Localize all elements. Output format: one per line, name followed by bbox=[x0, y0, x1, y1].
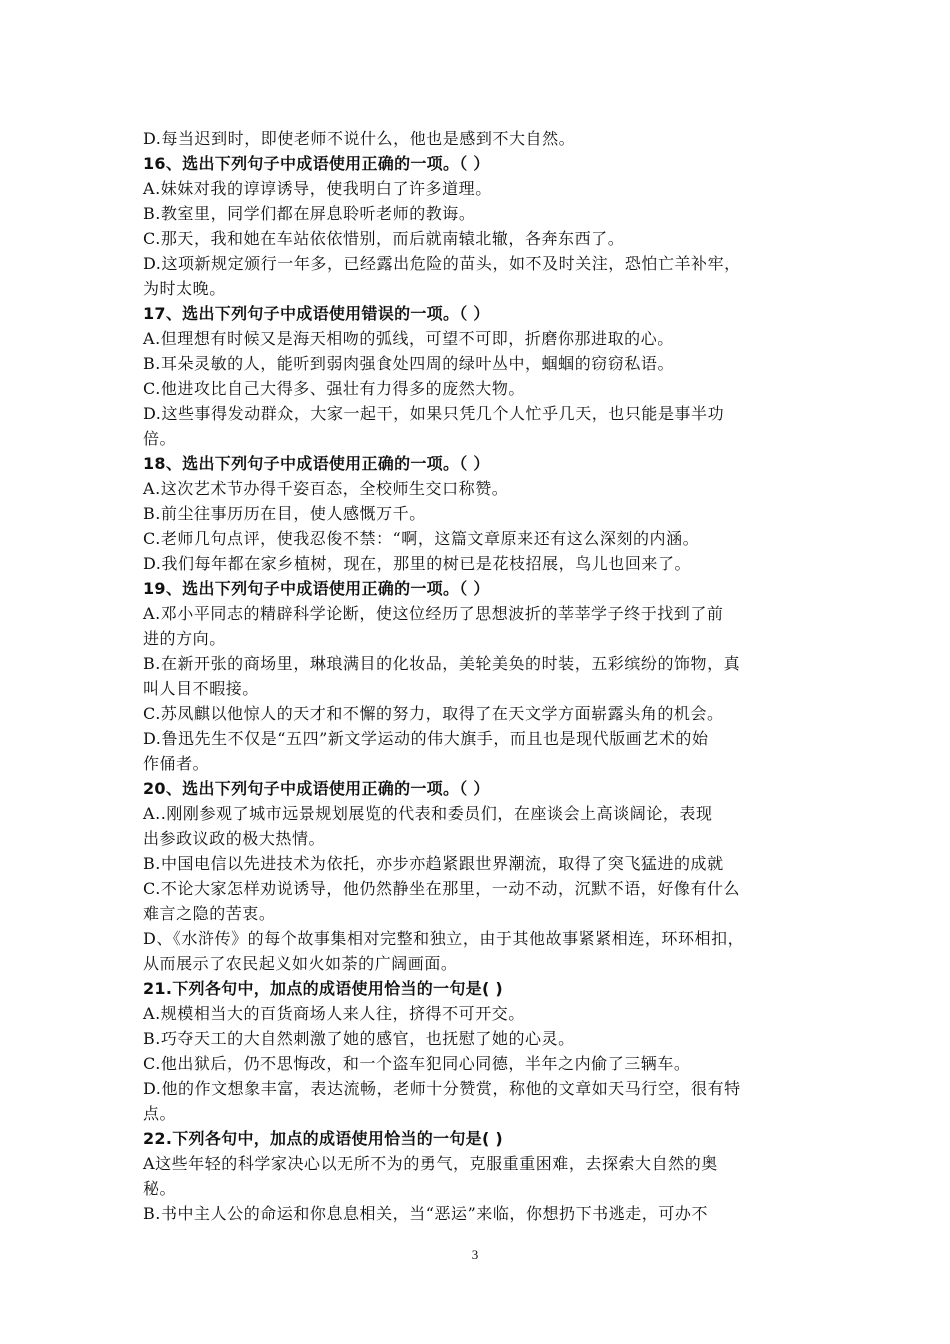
text-line: B.在新开张的商场里，琳琅满目的化妆品，美轮美奂的时装，五彩缤纷的饰物，真 bbox=[143, 654, 741, 673]
text-line: B.耳朵灵敏的人，能听到弱肉强食处四周的绿叶丛中，蝈蝈的窃窃私语。 bbox=[143, 354, 674, 373]
text-line: C.不论大家怎样劝说诱导，他仍然静坐在那里，一动不动，沉默不语，好像有什么 bbox=[143, 879, 741, 898]
text-line: 点。 bbox=[143, 1104, 177, 1123]
question-heading: 22.下列各句中，加点的成语使用恰当的一句是( ) bbox=[143, 1129, 504, 1148]
text-line: 作俑者。 bbox=[143, 754, 210, 773]
text-line: D.每当迟到时，即使老师不说什么，他也是感到不大自然。 bbox=[143, 129, 576, 148]
question-heading: 18、选出下列句子中成语使用正确的一项。（ ） bbox=[143, 454, 490, 473]
text-line: 难言之隐的苦衷。 bbox=[143, 904, 276, 923]
text-line: D.这些事得发动群众，大家一起干，如果只凭几个人忙乎几天，也只能是事半功 bbox=[143, 404, 725, 423]
text-line: A这些年轻的科学家决心以无所不为的勇气，克服重重困难，去探索大自然的奥 bbox=[143, 1154, 718, 1173]
question-heading: 21.下列各句中，加点的成语使用恰当的一句是( ) bbox=[143, 979, 504, 998]
text-line: 为时太晚。 bbox=[143, 279, 226, 298]
text-line: A.邓小平同志的精辟科学论断，使这位经历了思想波折的莘莘学子终于找到了前 bbox=[143, 604, 724, 623]
text-line: B.巧夺天工的大自然刺激了她的感官，也抚慰了她的心灵。 bbox=[143, 1029, 575, 1048]
text-line: A.规模相当大的百货商场人来人往，挤得不可开交。 bbox=[143, 1004, 525, 1023]
text-line: C.苏凤麒以他惊人的天才和不懈的努力，取得了在天文学方面崭露头角的机会。 bbox=[143, 704, 724, 723]
text-line: C.他进攻比自己大得多、强壮有力得多的庞然大物。 bbox=[143, 379, 525, 398]
text-line: 叫人目不暇接。 bbox=[143, 679, 259, 698]
text-line: 从而展示了农民起义如火如荼的广阔画面。 bbox=[143, 954, 458, 973]
text-line: B.前尘往事历历在目，使人感慨万千。 bbox=[143, 504, 426, 523]
question-heading: 19、选出下列句子中成语使用正确的一项。（ ） bbox=[143, 579, 490, 598]
text-line: C.老师几句点评，使我忍俊不禁：“啊，这篇文章原来还有这么深刻的内涵。 bbox=[143, 529, 700, 548]
text-line: D.我们每年都在家乡植树，现在，那里的树已是花枝招展，鸟儿也回来了。 bbox=[143, 554, 692, 573]
text-line: A..刚刚参观了城市远景规划展览的代表和委员们，在座谈会上高谈阔论，表现 bbox=[143, 804, 713, 823]
document-body bbox=[143, 126, 809, 1226]
text-line: B.教室里，同学们都在屏息聆听老师的教诲。 bbox=[143, 204, 476, 223]
text-line: 进的方向。 bbox=[143, 629, 226, 648]
text-line: D、《水浒传》的每个故事集相对完整和独立，由于其他故事紧紧相连，环环相扣， bbox=[143, 929, 745, 948]
text-line: 秘。 bbox=[143, 1179, 177, 1198]
text-line: A.但理想有时候又是海天相吻的弧线，可望不可即，折磨你那进取的心。 bbox=[143, 329, 674, 348]
text-line: B.书中主人公的命运和你息息相关，当“恶运”来临，你想扔下书逃走，可办不 bbox=[143, 1204, 709, 1223]
text-line: D.鲁迅先生不仅是“五四”新文学运动的伟大旗手，而且也是现代版画艺术的始 bbox=[143, 729, 709, 748]
text-line: 出参政议政的极大热情。 bbox=[143, 829, 326, 848]
text-line: C.他出狱后，仍不思悔改，和一个盗车犯同心同德，半年之内偷了三辆车。 bbox=[143, 1054, 691, 1073]
page-number: 3 bbox=[471, 1247, 479, 1262]
question-heading: 20、选出下列句子中成语使用正确的一项。（ ） bbox=[143, 779, 490, 798]
text-line: 倍。 bbox=[143, 429, 177, 448]
text-line: A.妹妹对我的谆谆诱导，使我明白了许多道理。 bbox=[143, 179, 492, 198]
text-line: C.那天，我和她在车站依依惜别，而后就南辕北辙，各奔东西了。 bbox=[143, 229, 625, 248]
question-heading: 17、选出下列句子中成语使用错误的一项。（ ） bbox=[143, 304, 490, 323]
text-line: B.中国电信以先进技术为依托，亦步亦趋紧跟世界潮流，取得了突飞猛进的成就 bbox=[143, 854, 724, 873]
text-line: A.这次艺术节办得千姿百态，全校师生交口称赞。 bbox=[143, 479, 509, 498]
text-line: D.他的作文想象丰富，表达流畅，老师十分赞赏，称他的文章如天马行空，很有特 bbox=[143, 1079, 741, 1098]
question-heading: 16、选出下列句子中成语使用正确的一项。（ ） bbox=[143, 154, 490, 173]
text-line: D.这项新规定颁行一年多，已经露出危险的苗头，如不及时关注，恐怕亡羊补牢， bbox=[143, 254, 741, 273]
